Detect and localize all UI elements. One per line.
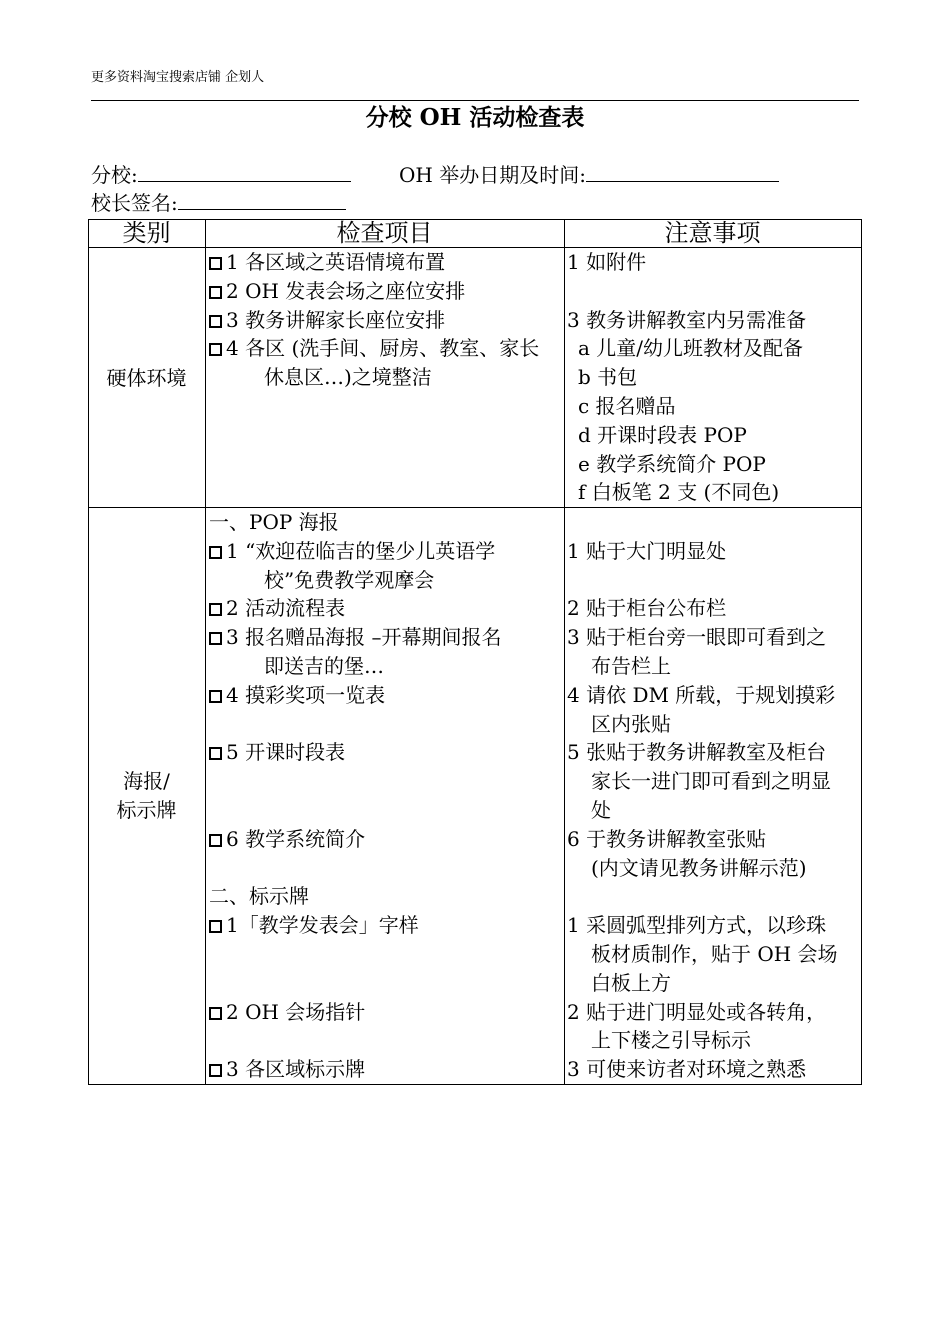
datetime-label: OH 举办日期及时间: bbox=[399, 163, 586, 187]
checklist-item[interactable]: 2 OH 发表会场之座位安排 bbox=[209, 277, 539, 306]
checkbox-icon[interactable] bbox=[209, 690, 222, 703]
checklist-item-continuation: 校”免费教学观摩会 bbox=[264, 567, 435, 592]
datetime-blank[interactable] bbox=[586, 161, 779, 182]
note-line: 1 贴于大门明显处 bbox=[567, 538, 727, 563]
note-continuation: 区内张贴 bbox=[591, 711, 671, 736]
section-title: 一、POP 海报 bbox=[209, 510, 339, 534]
note-continuation: 处 bbox=[591, 797, 611, 822]
note-continuation: 上下楼之引导标示 bbox=[591, 1028, 751, 1053]
note-line: 4 请依 DM 所载，于规划摸彩 bbox=[567, 682, 836, 707]
principal-field[interactable] bbox=[91, 189, 346, 217]
branch-label: 分校: bbox=[91, 163, 138, 187]
header-note: 更多资料淘宝搜索店铺 企划人 bbox=[91, 70, 265, 85]
note-line: 1 如附件 bbox=[567, 250, 647, 274]
checkbox-icon[interactable] bbox=[209, 603, 222, 616]
table-border-right bbox=[861, 219, 862, 1084]
checklist-item[interactable]: 1 “欢迎莅临吉的堡少儿英语学 bbox=[209, 537, 501, 566]
checklist-item[interactable]: 1「教学发表会」字样 bbox=[209, 911, 501, 940]
section-title: 二、标示牌 bbox=[209, 884, 309, 909]
checkbox-icon[interactable] bbox=[209, 315, 222, 328]
header-check-item: 检查项目 bbox=[336, 219, 433, 247]
checkbox-icon[interactable] bbox=[209, 920, 222, 933]
checkbox-icon[interactable] bbox=[209, 1064, 222, 1077]
note-line: 2 贴于进门明显处或各转角， bbox=[567, 999, 827, 1024]
checkbox-icon[interactable] bbox=[209, 546, 222, 559]
poster-notes bbox=[567, 508, 838, 1084]
branch-field[interactable] bbox=[91, 161, 351, 189]
note-line: 3 教务讲解教室内另需准备 bbox=[567, 307, 807, 332]
note-line: 1 采圆弧型排列方式，以珍珠 bbox=[567, 913, 827, 938]
note-line: 3 可使来访者对环境之熟悉 bbox=[567, 1057, 807, 1082]
checklist-item[interactable]: 5 开课时段表 bbox=[209, 738, 501, 767]
note-subitem: f 白板笔 2 支 (不同色) bbox=[578, 480, 780, 505]
note-subitem: d 开课时段表 POP bbox=[578, 422, 747, 447]
checklist-item[interactable]: 6 教学系统简介 bbox=[209, 825, 501, 854]
table-border-left bbox=[88, 219, 89, 1084]
checklist-item[interactable]: 2 OH 会场指针 bbox=[209, 998, 501, 1027]
checkbox-icon[interactable] bbox=[209, 343, 222, 356]
note-subitem: b 书包 bbox=[578, 365, 638, 390]
hardware-notes bbox=[567, 248, 806, 507]
checkbox-icon[interactable] bbox=[209, 286, 222, 299]
branch-blank[interactable] bbox=[138, 161, 351, 182]
checklist-item[interactable]: 3 教务讲解家长座位安排 bbox=[209, 306, 539, 335]
category-hardware: 硬体环境 bbox=[106, 366, 187, 390]
note-subitem: e 教学系统简介 POP bbox=[578, 451, 766, 476]
category-posters bbox=[88, 767, 205, 825]
table-col-divider-1 bbox=[205, 219, 206, 1084]
checkbox-icon[interactable] bbox=[209, 632, 222, 645]
checklist-item-continuation: 即送吉的堡… bbox=[264, 653, 384, 678]
note-continuation: 板材质制作，贴于 OH 会场 bbox=[591, 941, 838, 966]
category-line: 海报/ bbox=[123, 769, 170, 793]
checklist-item[interactable]: 3 各区域标示牌 bbox=[209, 1055, 501, 1084]
table-col-divider-2 bbox=[564, 219, 565, 1084]
principal-blank[interactable] bbox=[178, 189, 346, 210]
header-category: 类别 bbox=[122, 219, 171, 247]
datetime-field[interactable] bbox=[399, 161, 779, 189]
checklist-item[interactable]: 1 各区域之英语情境布置 bbox=[209, 248, 539, 277]
principal-label: 校长签名: bbox=[91, 191, 178, 215]
header-notes: 注意事项 bbox=[664, 219, 761, 247]
checklist-item[interactable]: 4 摸彩奖项一览表 bbox=[209, 681, 501, 710]
note-line: 5 张贴于教务讲解教室及柜台 bbox=[567, 740, 827, 765]
poster-items bbox=[209, 508, 501, 1084]
checklist-item-continuation: 休息区…)之境整洁 bbox=[264, 365, 432, 390]
note-subitem: c 报名赠品 bbox=[578, 393, 676, 418]
note-continuation: 布告栏上 bbox=[591, 653, 671, 678]
note-subitem: a 儿童/幼儿班教材及配备 bbox=[578, 336, 804, 361]
note-continuation: (内文请见教务讲解示范) bbox=[591, 855, 807, 880]
checklist-item[interactable]: 4 各区 (洗手间、厨房、教室、家长 bbox=[209, 334, 539, 363]
checklist-item[interactable]: 2 活动流程表 bbox=[209, 594, 501, 623]
checkbox-icon[interactable] bbox=[209, 747, 222, 760]
hardware-items bbox=[209, 248, 539, 392]
table-border-bottom bbox=[88, 1084, 862, 1085]
header-rule bbox=[91, 100, 859, 101]
note-continuation: 白板上方 bbox=[591, 970, 671, 995]
document-title: 分校 OH 活动检查表 bbox=[365, 104, 585, 131]
checkbox-icon[interactable] bbox=[209, 1007, 222, 1020]
note-line bbox=[567, 277, 806, 306]
note-line: 3 贴于柜台旁一眼即可看到之 bbox=[567, 625, 827, 650]
note-continuation: 家长一进门即可看到之明显 bbox=[591, 769, 831, 794]
checkbox-icon[interactable] bbox=[209, 257, 222, 270]
checklist-item[interactable]: 3 报名赠品海报 –开幕期间报名 bbox=[209, 623, 501, 652]
note-line: 2 贴于柜台公布栏 bbox=[567, 596, 727, 621]
note-line: 6 于教务讲解教室张贴 bbox=[567, 826, 767, 851]
checkbox-icon[interactable] bbox=[209, 834, 222, 847]
category-line: 标示牌 bbox=[116, 797, 177, 822]
